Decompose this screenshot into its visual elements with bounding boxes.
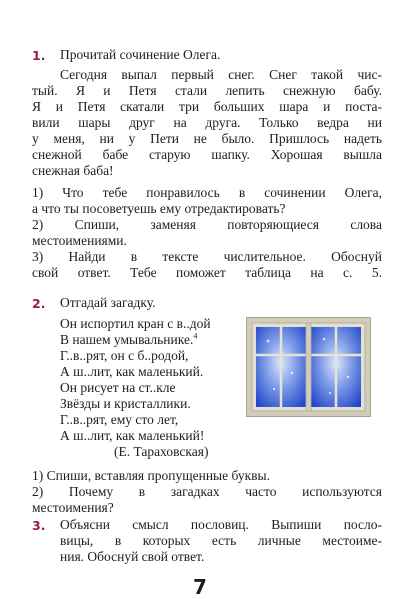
task-text-line: ния. Обоснуй свой ответ. [60, 549, 205, 564]
question-line: 1) Что тебе понравилось в сочинении Олега, [32, 185, 382, 200]
riddle-line: Г..в..рят, он с б..родой, [60, 348, 189, 363]
footnote-marker: 4 [193, 331, 198, 341]
riddle-line: Г..в..рят, ему сто лет, [60, 412, 179, 427]
question-line: 1) Спиши, вставляя пропущенные буквы. [32, 468, 270, 483]
question-line: 3) Найди в тексте числительное. Обоснуй [32, 249, 382, 264]
riddle-line: Звёзды и кристаллики. [60, 396, 191, 411]
task-number: 1. [32, 48, 46, 63]
riddle-line: А ш..лит, как маленький. [60, 364, 204, 379]
task-text-line: вицы, в которых есть личные местоиме- [60, 533, 382, 548]
task-number: 2. [32, 296, 46, 311]
question-line: а что ты посоветуешь ему отредактировать? [32, 201, 286, 216]
riddle-author: (Е. Тараховская) [114, 444, 209, 459]
riddle-line: В нашем умывальнике.$^4$ [60, 331, 198, 347]
question-line: местоимения? [32, 500, 114, 515]
essay-line: Сегодня выпал первый снег. Снег такой чис- [60, 67, 382, 82]
essay-line: вили шары друг на друга. Только ведра ни [32, 115, 382, 130]
question-line: свой ответ. Тебе поможет таблица на с. 5. [32, 265, 382, 280]
essay-line: снежная баба! [32, 163, 114, 178]
page-number: 7 [193, 575, 207, 599]
question-line: местоимениями. [32, 233, 127, 248]
essay-line: Я и Петя скатали три больших шара и поста- [32, 99, 382, 114]
task-heading: Прочитай сочинение Олега. [60, 47, 221, 62]
question-line: 2) Почему в загадках часто используются [32, 484, 382, 499]
essay-line: тый. Я и Петя стали лепить снежную бабу. [32, 83, 382, 98]
riddle-line: А ш..лит, как маленький! [60, 428, 205, 443]
riddle-line: Он рисует на ст..кле [60, 380, 176, 395]
task-heading: Отгадай загадку. [60, 295, 156, 310]
essay-line: у меня, ни у Пети не было. Пришлось надеть [32, 131, 382, 146]
task-number: 3. [32, 518, 46, 533]
riddle-line: Он испортил кран с в..дой [60, 316, 211, 331]
essay-line: снежной бабе старую шапку. Хорошая вышла [32, 147, 382, 162]
frosted-window-illustration [246, 317, 371, 417]
task-text-line: Объясни смысл пословиц. Выпиши посло- [60, 517, 382, 532]
question-line: 2) Спиши, заменяя повторяющиеся слова [32, 217, 382, 232]
